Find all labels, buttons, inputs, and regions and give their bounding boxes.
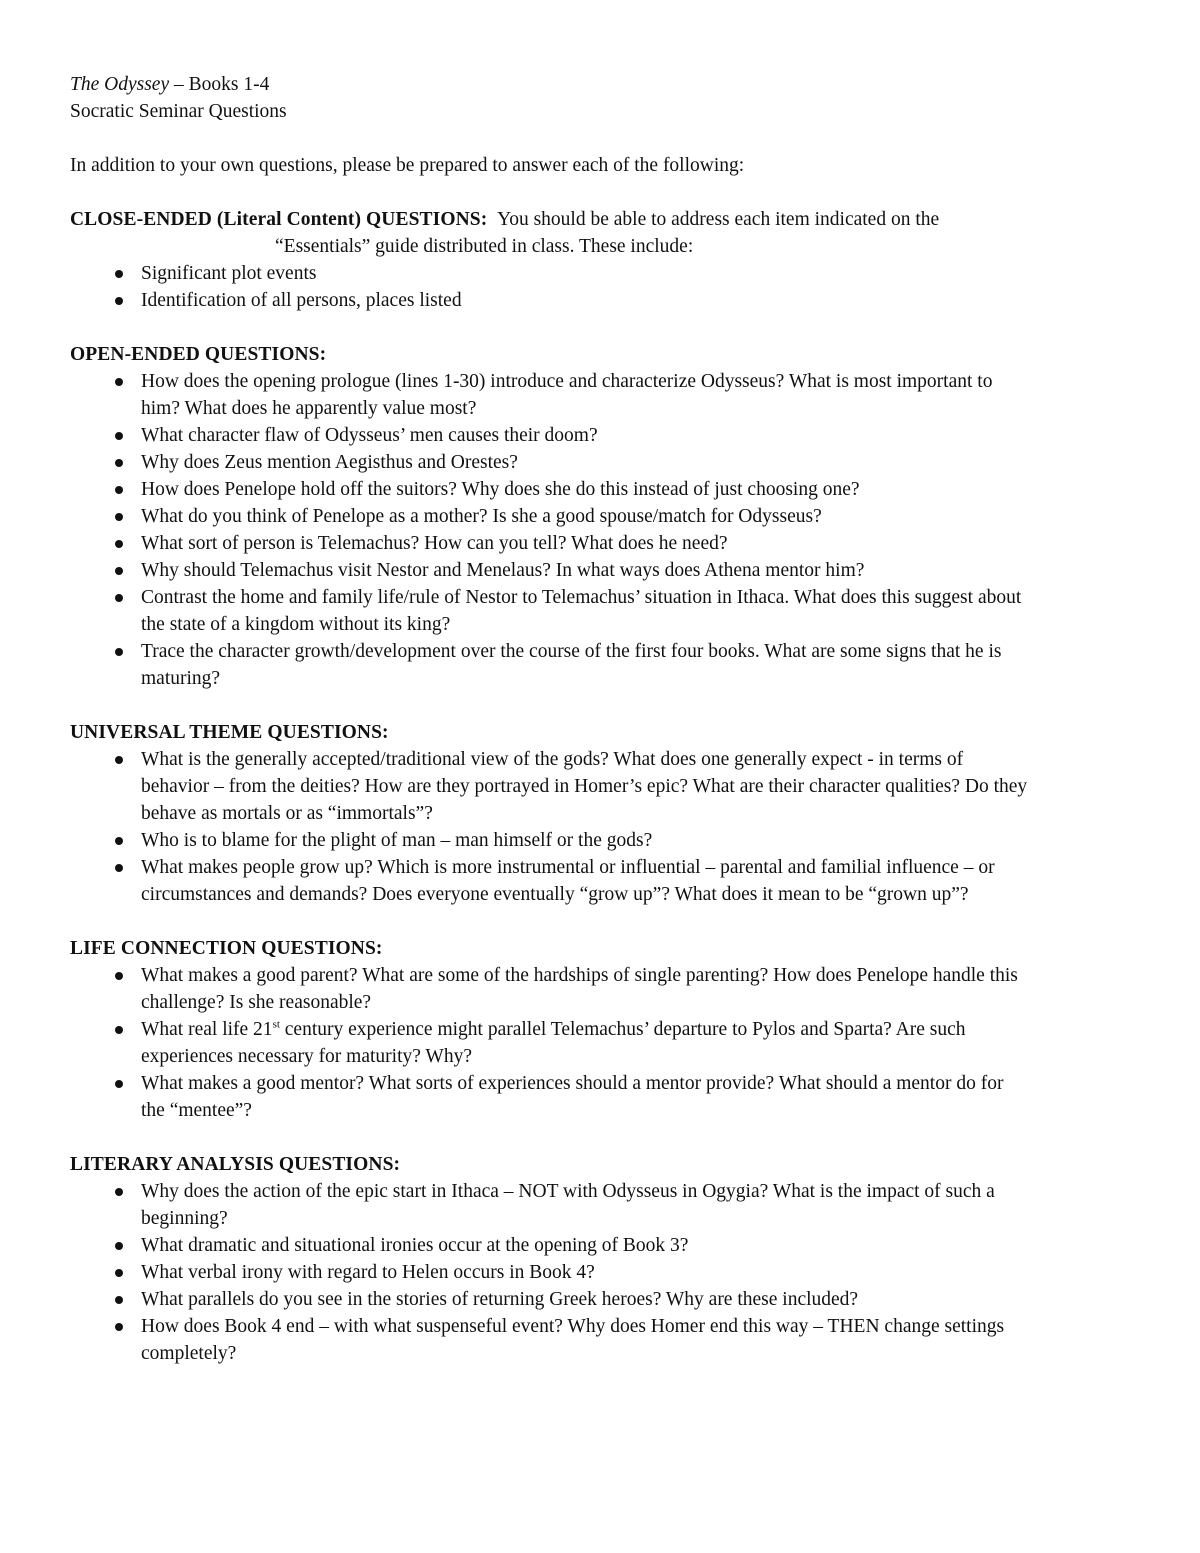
- list-item: What makes a good mentor? What sorts of experiences should a mentor provide? What should a mentor do for the “mentee”?: [70, 1070, 1030, 1124]
- literary-list: [70, 1178, 1030, 1367]
- bullet-icon: [115, 1080, 123, 1088]
- list-item: What character flaw of Odysseus’ men causes their doom?: [70, 422, 1030, 449]
- list-item: Significant plot events: [70, 260, 1130, 287]
- bullet-icon: [115, 648, 123, 656]
- close-ended-list: [70, 260, 1130, 314]
- bullet-icon: [115, 486, 123, 494]
- close-ended-heading-line: [70, 206, 1130, 233]
- list-item: What do you think of Penelope as a mother? Is she a good spouse/match for Odysseus?: [70, 503, 1030, 530]
- list-item: What sort of person is Telemachus? How can you tell? What does he need?: [70, 530, 1030, 557]
- bullet-icon: [115, 432, 123, 440]
- universal-heading: UNIVERSAL THEME QUESTIONS:: [70, 722, 389, 743]
- list-item: What real life 21st century experience might parallel Telemachus’ departure to Pylos and Sparta? Are such experiences necessary for maturity? Why?: [70, 1016, 1030, 1070]
- literary-heading: LITERARY ANALYSIS QUESTIONS:: [70, 1154, 401, 1175]
- list-item: What makes people grow up? Which is more instrumental or influential – parental and familial influence – or circumstances and demands? Does everyone eventually “grow up”? What does it mean to be “grown up”?: [70, 854, 1030, 908]
- list-item: Why does Zeus mention Aegisthus and Orestes?: [70, 449, 1030, 476]
- title-rest: – Books 1-4: [169, 74, 270, 95]
- bullet-icon: [115, 513, 123, 521]
- close-ended-heading: CLOSE-ENDED (Literal Content) QUESTIONS:: [70, 209, 488, 230]
- bullet-icon: [115, 1242, 123, 1250]
- bullet-icon: [115, 756, 123, 764]
- close-ended-desc-2: “Essentials” guide distributed in class. These include:: [275, 236, 694, 257]
- bullet-icon: [115, 459, 123, 467]
- bullet-icon: [115, 837, 123, 845]
- list-item: What makes a good parent? What are some of the hardships of single parenting? How does Penelope handle this challenge? Is she reasonable?: [70, 962, 1030, 1016]
- list-item: Why should Telemachus visit Nestor and Menelaus? In what ways does Athena mentor him?: [70, 557, 1030, 584]
- bullet-icon: [115, 972, 123, 980]
- open-ended-heading: OPEN-ENDED QUESTIONS:: [70, 344, 327, 365]
- list-item: What is the generally accepted/traditional view of the gods? What does one generally expect - in terms of behavior – from the deities? How are they portrayed in Homer’s epic? What are their character qualities? Do they behave as mortals or as “immortals”?: [70, 746, 1030, 827]
- list-item: Contrast the home and family life/rule of Nestor to Telemachus’ situation in Ithaca. What does this suggest about the state of a kingdom without its king?: [70, 584, 1030, 638]
- list-item: What dramatic and situational ironies occur at the opening of Book 3?: [70, 1232, 1030, 1259]
- list-item: What parallels do you see in the stories of returning Greek heroes? Why are these included?: [70, 1286, 1030, 1313]
- list-item: Why does the action of the epic start in Ithaca – NOT with Odysseus in Ogygia? What is the impact of such a beginning?: [70, 1178, 1030, 1232]
- bullet-icon: [115, 567, 123, 575]
- list-item: Who is to blame for the plight of man – man himself or the gods?: [70, 827, 1030, 854]
- bullet-icon: [115, 540, 123, 548]
- intro-text: In addition to your own questions, please be prepared to answer each of the following:: [70, 155, 745, 176]
- bullet-icon: [115, 1188, 123, 1196]
- bullet-icon: [115, 270, 123, 278]
- bullet-icon: [115, 297, 123, 305]
- life-heading: LIFE CONNECTION QUESTIONS:: [70, 938, 383, 959]
- document-page: [70, 71, 1130, 1367]
- document-subtitle: Socratic Seminar Questions: [70, 101, 287, 122]
- bullet-icon: [115, 864, 123, 872]
- bullet-icon: [115, 1026, 123, 1034]
- list-item: Identification of all persons, places listed: [70, 287, 1130, 314]
- bullet-icon: [115, 1269, 123, 1277]
- list-item: How does Book 4 end – with what suspenseful event? Why does Homer end this way – THEN change settings completely?: [70, 1313, 1030, 1367]
- open-ended-list: [70, 368, 1030, 692]
- bullet-icon: [115, 378, 123, 386]
- life-list: [70, 962, 1030, 1124]
- title-italic: The Odyssey: [70, 74, 170, 95]
- list-item: Trace the character growth/development over the course of the first four books. What are some signs that he is maturing?: [70, 638, 1030, 692]
- close-ended-desc-1: You should be able to address each item indicated on the: [497, 209, 940, 230]
- list-item: What verbal irony with regard to Helen occurs in Book 4?: [70, 1259, 1030, 1286]
- bullet-icon: [115, 1323, 123, 1331]
- bullet-icon: [115, 1296, 123, 1304]
- bullet-icon: [115, 594, 123, 602]
- universal-list: [70, 746, 1030, 908]
- list-item: How does the opening prologue (lines 1-30) introduce and characterize Odysseus? What is most important to him? What does he apparently value most?: [70, 368, 1030, 422]
- document-title: [70, 71, 1130, 98]
- list-item: How does Penelope hold off the suitors? Why does she do this instead of just choosing one?: [70, 476, 1030, 503]
